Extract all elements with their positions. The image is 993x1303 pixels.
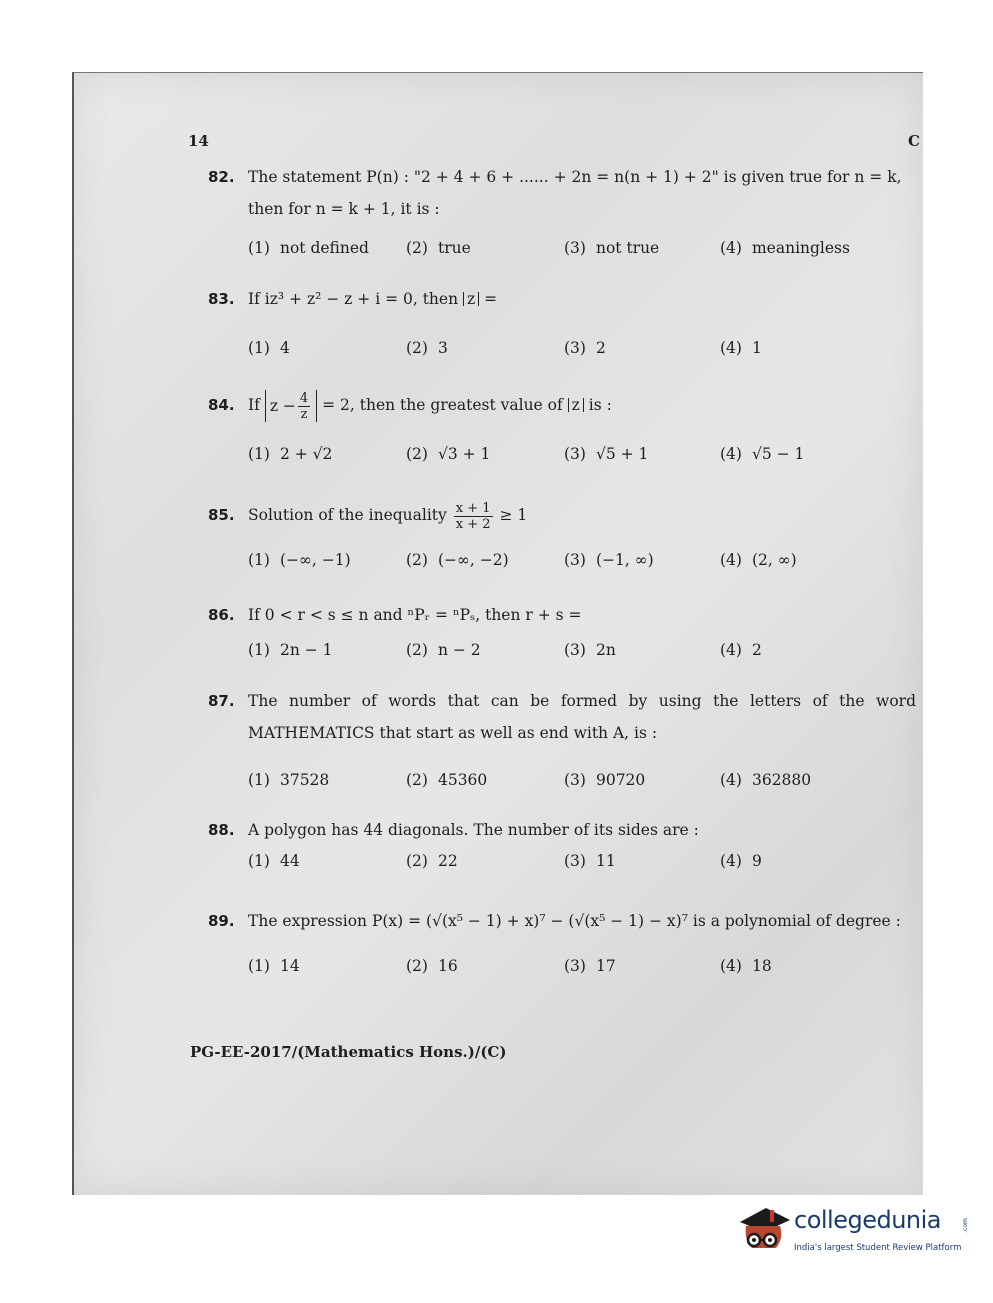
option-2: (2) n − 2 bbox=[406, 641, 481, 659]
question-number: 83. bbox=[208, 290, 235, 308]
question-number: 87. bbox=[208, 692, 235, 710]
question-text: The expression P(x) = (√(x⁵ − 1) + x)⁷ − (√(x⁵ − 1) − x)⁷ is a polynomial of degree : bbox=[248, 912, 901, 930]
option-1: (1) (−∞, −1) bbox=[248, 551, 351, 569]
option-4: (4) 18 bbox=[720, 957, 772, 975]
question-88 bbox=[208, 814, 916, 846]
option-3: (3) (−1, ∞) bbox=[564, 551, 654, 569]
option-4: (4) √5 − 1 bbox=[720, 445, 805, 463]
option-1: (1) 37528 bbox=[248, 771, 330, 789]
question-text: If z − $\frac{4}{z}$ = 2, then the greatest value of z is : bbox=[248, 391, 612, 423]
option-4: (4) 362880 bbox=[720, 771, 812, 789]
question-number: 89. bbox=[208, 912, 235, 930]
option-1: (1) 44 bbox=[248, 852, 300, 870]
question-text: If iz³ + z² − z + i = 0, then z = bbox=[248, 290, 498, 308]
logo-wordmark: collegedunia bbox=[794, 1206, 942, 1234]
paper-code-footer: PG-EE-2017/(Mathematics Hons.)/(C) bbox=[190, 1043, 507, 1061]
option-3: (3) 2 bbox=[564, 339, 606, 357]
question-89 bbox=[208, 905, 916, 937]
question-number: 88. bbox=[208, 821, 235, 839]
option-3: (3) 17 bbox=[564, 957, 616, 975]
option-3: (3) √5 + 1 bbox=[564, 445, 649, 463]
question-text: The statement P(n) : "2 + 4 + 6 + ...... + 2n = n(n + 1) + 2" is given true for n = k, then for n = k + 1, it is : bbox=[248, 168, 902, 218]
option-2: (2) true bbox=[406, 239, 471, 257]
option-3: (3) not true bbox=[564, 239, 660, 257]
option-4: (4) 1 bbox=[720, 339, 762, 357]
option-2: (2) 22 bbox=[406, 852, 458, 870]
logo-tagline: India's largest Student Review Platform bbox=[794, 1243, 962, 1253]
option-4: (4) 2 bbox=[720, 641, 762, 659]
option-4: (4) meaningless bbox=[720, 239, 850, 257]
option-1: (1) 14 bbox=[248, 957, 300, 975]
question-text: A polygon has 44 diagonals. The number of its sides are : bbox=[248, 821, 699, 839]
question-86 bbox=[208, 599, 916, 631]
option-2: (2) 45360 bbox=[406, 771, 488, 789]
question-number: 85. bbox=[208, 506, 235, 524]
question-83 bbox=[208, 283, 916, 315]
corner-mark: C bbox=[908, 132, 920, 150]
logo-domain: .com bbox=[961, 1218, 969, 1233]
option-3: (3) 2n bbox=[564, 641, 616, 659]
question-82 bbox=[208, 161, 916, 225]
question-text: The number of words that can be formed by using the letters of the word MATHEMATICS that start as well as end with A, is : bbox=[248, 692, 916, 742]
page-number: 14 bbox=[188, 132, 209, 150]
option-4: (4) (2, ∞) bbox=[720, 551, 797, 569]
option-4: (4) 9 bbox=[720, 852, 762, 870]
option-2: (2) 3 bbox=[406, 339, 448, 357]
option-3: (3) 90720 bbox=[564, 771, 646, 789]
option-1: (1) not defined bbox=[248, 239, 369, 257]
mascot-icon bbox=[736, 1200, 792, 1260]
option-3: (3) 11 bbox=[564, 852, 616, 870]
question-text: If 0 < r < s ≤ n and ⁿPᵣ = ⁿPₛ, then r + s = bbox=[248, 606, 582, 624]
question-87 bbox=[208, 685, 916, 749]
collegedunia-logo[interactable] bbox=[736, 1200, 976, 1260]
question-85 bbox=[208, 499, 916, 532]
question-number: 86. bbox=[208, 606, 235, 624]
question-84 bbox=[208, 389, 916, 422]
question-number: 82. bbox=[208, 168, 235, 186]
option-2: (2) √3 + 1 bbox=[406, 445, 491, 463]
question-number: 84. bbox=[208, 396, 235, 414]
option-1: (1) 4 bbox=[248, 339, 290, 357]
option-1: (1) 2n − 1 bbox=[248, 641, 333, 659]
option-2: (2) 16 bbox=[406, 957, 458, 975]
option-1: (1) 2 + √2 bbox=[248, 445, 333, 463]
exam-page bbox=[72, 72, 923, 1195]
option-2: (2) (−∞, −2) bbox=[406, 551, 509, 569]
question-text: Solution of the inequality $\frac{x + 1}{x + 2}$ ≥ 1 bbox=[248, 500, 528, 532]
